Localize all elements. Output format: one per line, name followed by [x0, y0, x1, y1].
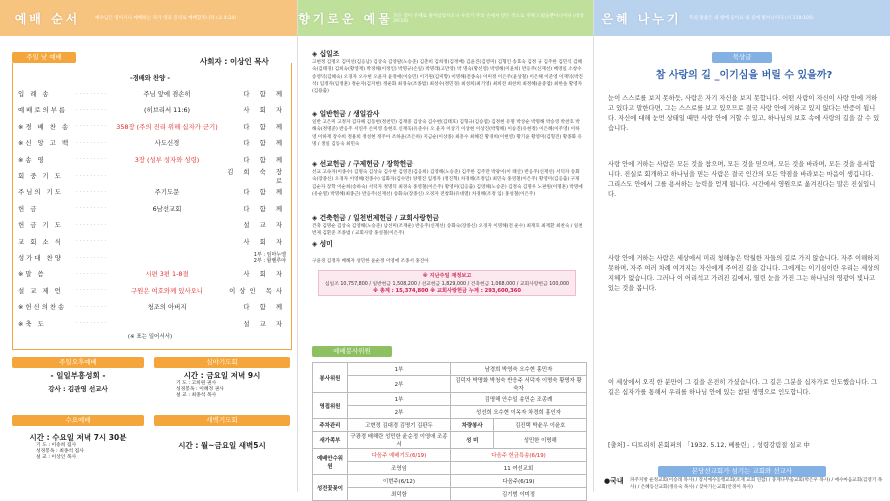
friday-role: 설 교 : 최종석 목사 — [176, 393, 217, 398]
order-leader: 사 회 자 — [243, 270, 286, 279]
worship-order-row — [18, 250, 288, 265]
dot-leader: ········· — [76, 238, 109, 245]
table-cell: 성선희 오수현 이옥자 차경희 홍인자 — [450, 406, 586, 419]
order-leader: 다 함 께 — [243, 90, 286, 98]
wednesday-time: 시간 : 수요일 저녁 7시 30분 — [29, 433, 127, 442]
table-cell: 이번주(6/12) — [347, 475, 450, 488]
table-cell: 영접위원 — [313, 393, 348, 419]
worship-order-column — [0, 0, 297, 492]
offering-column — [297, 0, 593, 498]
mission-offering-section — [312, 158, 584, 198]
mission-text: 파주지방 운정교회(이승래 목사) / 장서예수동행교회(조재 교회 연합) / 충재나무숲교회(박은우 목사) / 예수마음교회(김영기 목사) / 은혜동산교회(정유숙 목사) / 찾아가는교회(안경이 목사) — [630, 478, 883, 490]
order-item: 예배로의부름 — [18, 106, 68, 115]
order-item: 헌 금 기 도 — [18, 221, 63, 230]
friday-roles — [176, 381, 224, 399]
table-row — [313, 432, 587, 449]
section-heading: ◈ 성미 — [312, 240, 333, 248]
mission-domestic — [604, 478, 886, 491]
service-volunteers-table — [312, 362, 587, 501]
main-worship-header: 주일 낮 예배 — [12, 52, 76, 63]
table-row — [313, 449, 587, 462]
order-content: 시편 3편 1-8절 — [145, 270, 189, 279]
order-leader: 설 교 자 — [243, 319, 286, 328]
table-cell: 최덕함 — [347, 488, 450, 501]
order-content: 주님 앞에 겸손히 — [143, 90, 191, 98]
friday-prayer-header: 심야기도회 — [154, 357, 290, 368]
order-leader: 김 희 숙 장 로 — [227, 167, 286, 185]
worship-order-row — [18, 266, 288, 281]
banner-title: 예배 순서 — [14, 11, 81, 26]
wednesday-role: 성경봉독 : 최종석 집사 — [36, 449, 84, 454]
worship-order-row — [18, 168, 288, 183]
worship-order-row — [18, 119, 288, 134]
sermon-paragraph: 사랑 안에 거하는 사람은 모든 것을 참으며, 모든 것을 믿으며, 모든 것을 바라며, 모든 것을 용서합니다. 진실로 회개하고 하나님을 믿는 사람은 결국 인간의 모든 약점을 바라보는 마음이 생깁니다. 그리스도 안에서 그를 용서하는 능력을 얻게 됩니다. 시간에서 영원으로 옮겨진다는 말은 진실입니다. — [608, 161, 876, 199]
section-names: 건축 김명순 김상숙 김영해(노승준) 남선미(조재운) 반응주(신재선) 송화숙(장종신) 오경자 이명해(전 운수) 최재호 최재환 최찬숙 / 일천번제 김환준 조종범 / 교회사랑 홍성철(이은주) — [312, 224, 583, 237]
order-item: ※경 배 찬 송 — [18, 122, 71, 131]
evening-worship-header: 주일오후예배 — [12, 357, 144, 368]
section-heading: ◈ 선교헌금 / 구제헌금 / 장학헌금 — [312, 160, 413, 168]
table-cell: 주차관리 — [313, 419, 348, 432]
dot-leader: ········· — [76, 156, 109, 163]
order-content: 358장 (주의 진리 위해 십자가 군기) — [116, 122, 218, 131]
finance-report-breakdown: 십일조 10,757,800 / 일반헌금 1,508,200 / 선교헌금 1,829,000 / 건축헌금 1,068,000 / 교회사랑헌금 100,000 — [324, 281, 570, 287]
order-item: 성가대 찬양 — [18, 254, 63, 262]
friday-time: 시간 : 금요일 저녁 9시 — [183, 371, 261, 380]
worship-order-row — [18, 299, 288, 314]
dot-leader: ········· — [76, 106, 109, 113]
table-cell: 1부 — [347, 393, 450, 406]
sermon-reference: [출처] - 디트리히 본회퍼의 「1932. 5.12, 베를린」, 성령강림절 설교 中 — [608, 442, 810, 449]
order-item: 입 례 송 — [18, 90, 51, 98]
table-cell: 차량봉사 — [450, 419, 493, 432]
section-names: 고현정 김명오 김미선(김응남) 김상숙 김영팔(노승준) 김춘희 김희정(김정배) 김윤진(김영미) 김형인 송효숙 김정 규 김주한 김민식 김혜숙(김태경) 김희숙(황영재) 박경해(이정인) 박명규(손일) 박명래(고만영) 박 명숙(황선영) 박영해(이윤희) 반응주(신재선) 배영일 소창수 송영덕(김혜숙) 오경자 오수현 오윤자 윤정애(이승민) 이기원(김미향) 이명해(전종숙) 이미정 이은주(윤상철) 이은해 이준영 이재덕(박진석) 임정자(임정훈) 정순자(김지현) 정운화 최경숙(조종범) 최성수(정민경) 최성희(최기영) 최희전 최찬희 최정혜(윤중엽) 최한솔 황영자(김용출) — [312, 60, 583, 95]
worship-order-row — [18, 102, 288, 117]
dawn-prayer-header: 새벽기도회 — [154, 415, 290, 426]
friday-role: 성경봉독 : 이혜정 권사 — [176, 387, 224, 392]
order-item: 교 회 소 식 — [18, 237, 63, 246]
service-volunteers-header: 예배봉사위원 — [312, 346, 392, 357]
table-cell: 2부 — [347, 376, 450, 393]
order-item: ※송 영 — [18, 155, 46, 164]
general-offering-section — [312, 108, 584, 148]
dot-leader: ········· — [76, 172, 109, 179]
section-heading: ◈ 일반헌금 / 생일감사 — [312, 110, 380, 118]
order-leader: 이상인 목사 — [229, 286, 286, 295]
order-leader: 다 함 께 — [243, 188, 286, 197]
table-cell: 다음주 예배기도(6/19) — [347, 449, 450, 462]
table-cell: 고현정 김대경 김명기 김판두 — [347, 419, 450, 432]
order-content: 구원은 여호와께 있사오니 — [131, 286, 203, 295]
table-cell: 1부 — [347, 363, 450, 376]
section-names: 선교 고속자(이종수) 김명숙 김상숙 김수현 김영진(김응희) 김영해(노승준) 김주한 김주만 박광이(이 태산) 반응주(신재선) 서덕자 송화숙(장종신) 오경자 이영해(전종수) 임화자(김수만) 양명진 임정자 (정진혁) 차경해(조정임) 최민숙 홍영철(이은주) 황영미(김응출) 구제 김순자 장학 이순희(송하숙) 서덕자 정명덕 최경숙 홍영철(이은주) 황영미(김응출) 김영해(노승준) 김정숙 김명우 노판원(이명훈) 박명애(유순열) 박명혜(최종근) 반응주(신재선) 송화숙(장종신) 오경자 전창화(유대열) 차경해(조정 임) 홍성철(이은주) — [312, 170, 583, 197]
order-leader: 다 함 께 — [243, 139, 286, 148]
finance-report — [318, 270, 576, 296]
praise-subtitle: -경배와 찬양 - — [129, 75, 171, 82]
order-item: 회 중 기 도 — [18, 172, 63, 180]
order-content: (히브리서 11:6) — [143, 106, 191, 115]
grace-sharing-banner — [594, 0, 890, 36]
dot-leader: ········· — [76, 303, 109, 310]
order-leader: 다 함 께 — [243, 303, 286, 312]
table-cell: 김명해 안수일 송민순 조종례 — [450, 393, 586, 406]
table-row — [313, 393, 587, 406]
table-cell: 남경희 박영숙 오수현 홍민자 — [450, 363, 586, 376]
table-cell: 조영임 — [347, 462, 450, 475]
table-cell: 김기범 이미정 — [450, 488, 586, 501]
dot-leader: ········· — [76, 90, 109, 97]
order-item: 설 교 제 언 — [18, 286, 63, 295]
table-row — [313, 363, 587, 376]
dot-leader: ········· — [76, 254, 109, 261]
table-cell: 11 여선교회 — [450, 462, 586, 475]
worship-order-row — [18, 316, 288, 331]
worship-order-row — [18, 86, 288, 101]
order-item: ※축 도 — [18, 319, 46, 328]
offering-banner — [298, 0, 593, 36]
mission-header: 본당선교회가 섬기는 교회와 선교사 — [658, 466, 826, 477]
table-row — [313, 419, 587, 432]
order-item: ※신 앙 고 백 — [18, 139, 71, 148]
order-leader: 1부 : 임마누엘 2부 : 할렐루야 — [253, 251, 286, 264]
order-leader: 설 교 자 — [243, 221, 286, 230]
sermon-paragraph: 이 세상에서 오직 한 분만이 그 길을 온전히 가셨습니다. 그 길은 그분을 십자가로 인도했습니다. 그 길은 십자가를 통해서 우리를 하나님 안에 있는 참된 생명으로 인도합니다. — [608, 379, 878, 397]
order-content: 청조의 아버지 — [147, 303, 187, 312]
standing-note: (※ 표는 일어서서) — [127, 334, 173, 340]
evening-title: - 일일부흥성회 - — [50, 371, 106, 380]
building-offering-section — [312, 212, 584, 238]
banner-description: 모든 것이 주께로 말미암았사오니 우리가 주의 손에서 받은 것으로 주께 드렸을뿐이니이다 (대상 29:14) — [393, 13, 584, 24]
order-item: ※헌신의찬송 — [18, 303, 67, 312]
sermon-paragraph: 눈이 스스로를 보지 못하듯, 사람은 자기 자신을 보지 못합니다. 어떤 사람이 자신이 사랑 안에 거하고 있다고 말한다면, 그는 스스로를 보고 있으므로 결국 사랑 안에 거하고 있지 않다는 반증이 됩니다. 자신에 대해 눈먼 상태일 때만 사랑 안에 거할 수 있고, 하나님의 보호 속에 사랑의 길을 갈 수 있습니다. — [608, 95, 880, 133]
table-cell: 김진택 박윤우 이윤호 — [494, 419, 587, 432]
table-cell: 다음주 헌금특송(6/19) — [450, 449, 586, 462]
banner-description: 예수님은 영이시니 예배하는 자가 영과 진리로 예배할지니라 (요 4:24) — [95, 16, 236, 21]
tithe-section — [312, 48, 584, 95]
order-item: ※말 씀 — [18, 270, 46, 279]
section-names: 일반 고은미 고정자 김다해 김동현(정찬민) 김재중 김상숙 김수현(김태호) 김형규(김승엽) 김정현 유명 박상순 박명해 박승영 박찬호 박해숙(정명준) 반응주 서연주 손미영 송현호 신재욱(유준수) 오 윤자 이상기 이상현 이상진(박형해) 이승진(유현정) 이은혜(이주영) 이하영 이하재 장수희 정용희 정성현 정주아 조하윤(조은하) 지금순(이상종) 최흥수 최혜진 황경희(이현영) 황기윤 황영미(김형진) 황종화 유명 / 생일 김동숙 최민숙 — [312, 120, 582, 147]
dot-leader: ········· — [76, 320, 109, 327]
worship-order-row — [18, 234, 288, 249]
presider: 사회자 : 이상인 목사 — [200, 57, 269, 66]
dot-leader: ········· — [76, 123, 109, 130]
finance-report-total: ※ 총계 : 15,374,800 ※ 교회사랑헌금 누계 : 293,600,360 — [372, 288, 522, 294]
section-heading: ◈ 십일조 — [312, 50, 340, 58]
order-leader: 사 회 자 — [243, 237, 286, 246]
worship-order-row — [18, 283, 288, 298]
rice-offering-section — [312, 238, 432, 249]
order-leader: 사 회 자 — [243, 106, 286, 115]
order-item: 헌 금 — [18, 204, 39, 213]
meditation-header: 묵상글 — [712, 52, 772, 63]
table-cell: 성 미 — [450, 432, 493, 449]
sermon-title: 참 사랑의 길 _이기심을 버릴 수 있을까? — [655, 70, 833, 81]
order-content: 사도신경 — [154, 139, 180, 148]
grace-sharing-column — [593, 0, 890, 492]
table-row — [313, 376, 587, 393]
section-heading: ◈ 건축헌금 / 일천번제헌금 / 교회사랑헌금 — [312, 214, 440, 222]
order-content: 6남선교회 — [152, 204, 182, 213]
table-cell: 김덕자 박명화 박청숙 반응주 서덕자 이명숙 황명자 황숙자 — [450, 376, 586, 393]
table-row — [313, 488, 587, 501]
order-content: 주기도문 — [154, 188, 180, 197]
dot-leader: ········· — [76, 270, 109, 277]
dot-leader: ········· — [76, 205, 109, 212]
worship-order-row — [18, 184, 288, 199]
mission-label: ●국내 — [604, 477, 624, 485]
banner-title: 은혜 나누기 — [601, 11, 682, 26]
order-leader: 다 함 께 — [243, 122, 286, 131]
wednesday-roles — [36, 443, 84, 461]
table-cell: 2부 — [347, 406, 450, 419]
table-row — [313, 406, 587, 419]
table-cell: 새가족부 — [313, 432, 348, 449]
sermon-paragraph: 사랑 안에 거하는 사람은 세상에서 미리 청해놓은 탁월한 자들의 길로 가지 않습니다. 자주 이해하지 못하며, 자주 여러 차례 여겨지는 자신에게 주어진 길을 갑니다. 그에게는 이기심이란 우리는 세상의 지혜가 없습니다. 그러나 이 어리석고 가려진 길에서, 열린 눈을 가진 그는 하나님의 영광이 빛나고 있는 것을 봅니다. — [608, 255, 880, 293]
rice-offering-names: 구윤경 김정자 배해자 성민한 윤순정 이영애 조종서 홍진아 — [312, 259, 429, 264]
wednesday-role: 설 교 : 이상인 목사 — [36, 455, 77, 460]
table-cell: 성민한 이명해 — [494, 432, 587, 449]
worship-order-row — [18, 135, 288, 150]
wednesday-role: 기 도 : 이송희 집사 — [36, 443, 77, 448]
table-cell: 다음주(6/19) — [450, 475, 586, 488]
table-cell: 구광경 배해란 성민한 윤순정 이영애 조종서 — [347, 432, 450, 449]
table-cell: 예배안수위원 — [313, 449, 348, 475]
order-item: 주님의 기도 — [18, 188, 63, 197]
table-cell: 성전꽃꽂이 — [313, 475, 348, 501]
dawn-time: 시간 : 월~금요일 새벽5시 — [178, 441, 266, 450]
evening-speaker: 강사 : 김관영 선교사 — [48, 385, 108, 393]
worship-order-row — [18, 217, 288, 232]
friday-role: 기 도 : 고희원 권사 — [176, 381, 217, 386]
wednesday-worship-header: 수요예배 — [12, 415, 144, 426]
worship-order-row — [18, 152, 288, 167]
table-cell: 봉사위원 — [313, 363, 348, 393]
worship-order-banner — [0, 0, 297, 36]
order-leader: 다 함 께 — [243, 155, 286, 164]
banner-title: 향기로운 예물 — [298, 11, 393, 26]
table-row — [313, 462, 587, 475]
finance-report-title: ※ 지난주일 재정보고 — [422, 273, 472, 279]
dot-leader: ········· — [76, 287, 109, 294]
banner-description: 주의 말씀은 내 발에 등이요 내 길에 빛이니이다 (시 119:105) — [689, 16, 814, 21]
worship-order-row — [18, 201, 288, 216]
order-leader: 다 함 께 — [243, 204, 286, 213]
dot-leader: ········· — [76, 188, 109, 195]
dot-leader: ········· — [76, 139, 109, 146]
dot-leader: ········· — [76, 221, 109, 228]
order-content: 3장 (성부 성자와 성령) — [134, 155, 200, 164]
table-row — [313, 475, 587, 488]
